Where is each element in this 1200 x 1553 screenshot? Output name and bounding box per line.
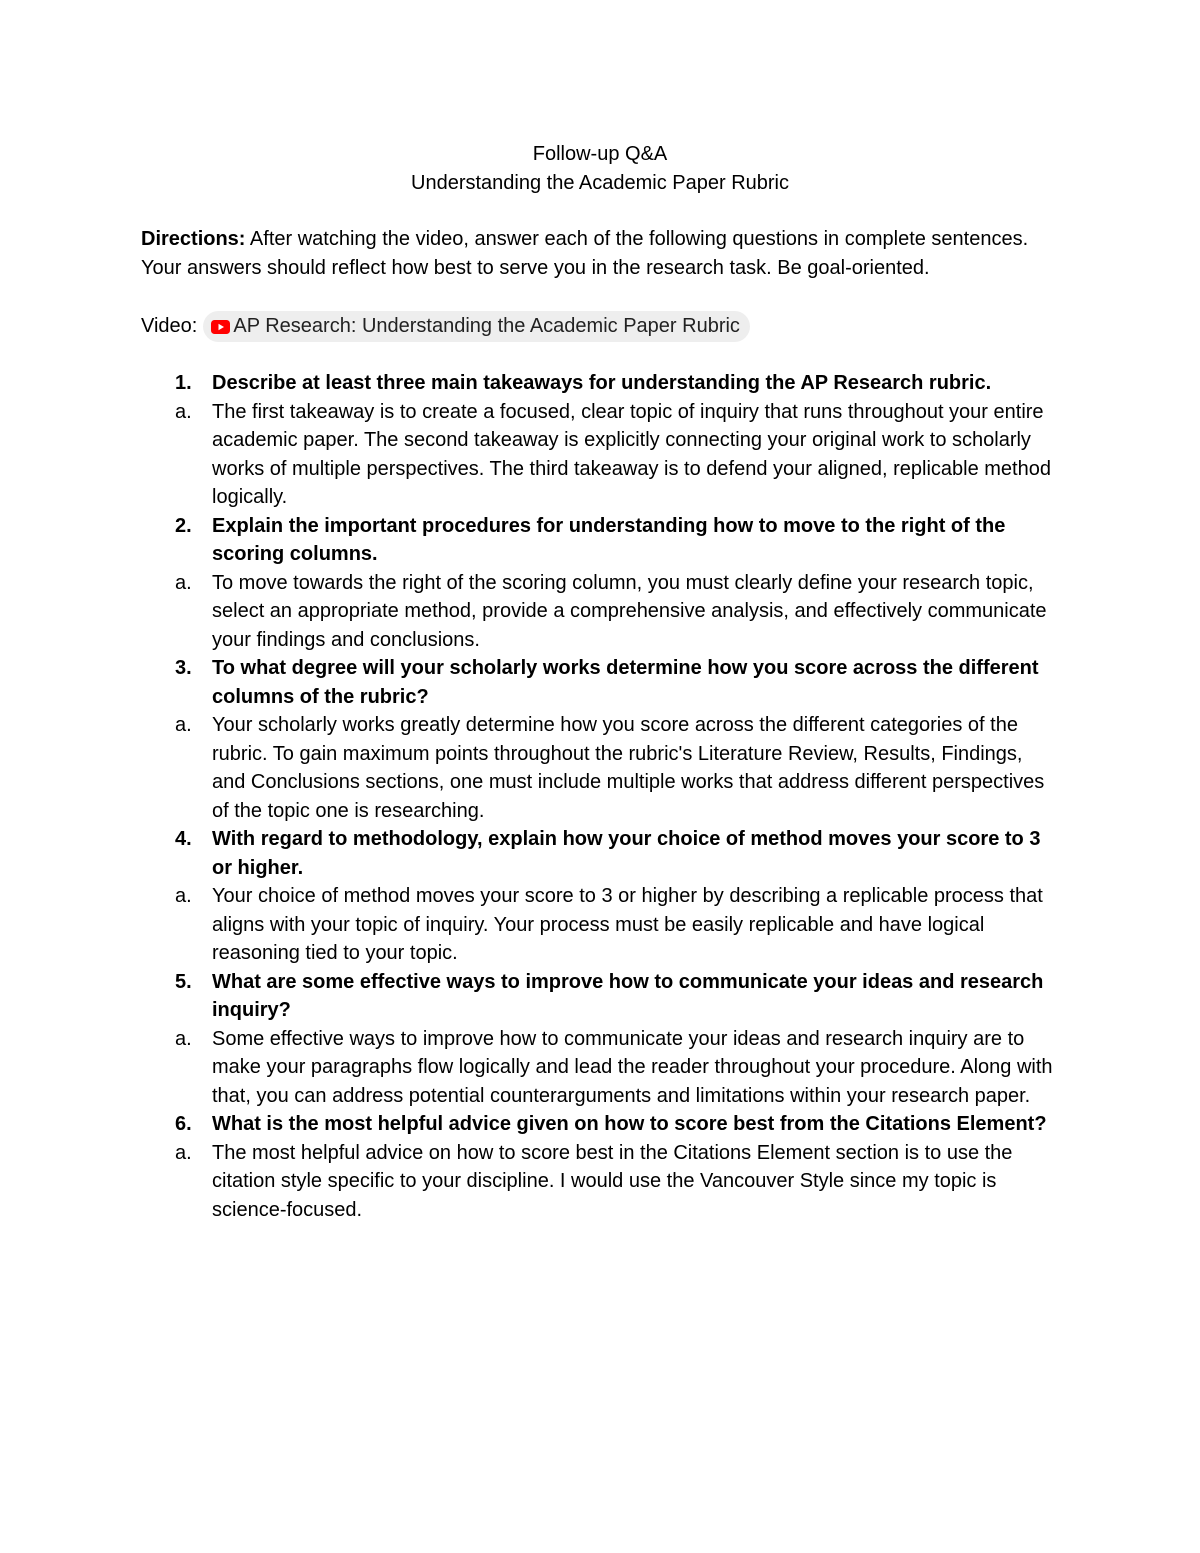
document-body: [141, 140, 1061, 1224]
answer-text: Your choice of method moves your score to 3 or higher by describing a replicable process that aligns with your topic of inquiry. Your process must be easily replicable and have logical reasoning tied to your topic.: [212, 885, 1043, 964]
question-text: Describe at least three main takeaways for understanding the AP Research rubric.: [212, 372, 992, 394]
question: [141, 825, 1061, 882]
question-text: What are some effective ways to improve how to communicate your ideas and research inquiry?: [212, 970, 1044, 1021]
page-title: Follow-up Q&A: [532, 143, 668, 165]
question: [141, 369, 1061, 398]
directions-text: After watching the video, answer each of the following questions in complete sentences. Your answers should reflect how best to serve you in the research task. Be goal-oriented.: [141, 228, 1029, 279]
question-text: With regard to methodology, explain how your choice of method moves your score to 3 or higher.: [212, 828, 1041, 879]
video-link-text[interactable]: AP Research: Understanding the Academic Paper Rubric: [233, 315, 740, 337]
question-number: 6.: [175, 1113, 192, 1135]
answer-letter: a.: [175, 571, 192, 594]
answer: [141, 882, 1061, 968]
directions-label: Directions:: [141, 228, 246, 250]
answer: [141, 711, 1061, 825]
question: [141, 512, 1061, 569]
directions-paragraph: [141, 225, 1061, 282]
question-number: 1.: [175, 372, 192, 394]
answer-text: Your scholarly works greatly determine how you score across the different categories of the rubric. To gain maximum points throughout the rubric's Literature Review, Results, Findings, and Conclusions sections, one must include multiple works that address different perspectives of the topic one is researching.: [212, 714, 1045, 822]
answer: [141, 1025, 1061, 1111]
question-item: [141, 512, 1061, 655]
question-number: 2.: [175, 514, 192, 537]
question-number: 4.: [175, 828, 192, 850]
question-number: 3.: [175, 657, 192, 679]
answer-letter: a.: [175, 714, 192, 736]
answer-text: The first takeaway is to create a focused, clear topic of inquiry that runs throughout your entire academic paper. The second takeaway is explicitly connecting your original work to scholarly works of multiple perspectives. The third takeaway is to defend your aligned, replicable method logically.: [212, 400, 1051, 508]
question-list: [141, 369, 1061, 1224]
answer: [141, 569, 1061, 655]
answer: [141, 1139, 1061, 1225]
youtube-icon: [211, 320, 230, 334]
video-label: Video:: [141, 315, 198, 337]
question-item: [141, 1110, 1061, 1224]
answer-letter: a.: [175, 1141, 192, 1164]
question-item: [141, 825, 1061, 968]
answer-letter: a.: [175, 400, 192, 423]
answer: [141, 398, 1061, 512]
answer-letter: a.: [175, 1027, 192, 1050]
question: [141, 968, 1061, 1025]
question: [141, 654, 1061, 711]
answer-text: The most helpful advice on how to score best in the Citations Element section is to use the citation style specific to your discipline. I would use the Vancouver Style since my topic is science-focused.: [212, 1141, 1013, 1221]
page-subtitle: Understanding the Academic Paper Rubric: [411, 172, 789, 194]
question-item: [141, 654, 1061, 825]
question-text: To what degree will your scholarly works determine how you score across the different columns of the rubric?: [212, 657, 1039, 708]
question-item: [141, 369, 1061, 512]
question-item: [141, 968, 1061, 1111]
answer-text: Some effective ways to improve how to communicate your ideas and research inquiry are to make your paragraphs flow logically and lead the reader throughout your procedure. Along with that, you can address potential counterarguments and limitations within your research paper.: [212, 1027, 1053, 1107]
answer-text: To move towards the right of the scoring column, you must clearly define your research topic, select an appropriate method, provide a comprehensive analysis, and effectively communicate your findings and conclusions.: [212, 571, 1047, 651]
answer-letter: a.: [175, 885, 192, 907]
question-number: 5.: [175, 970, 192, 993]
question: [141, 1110, 1061, 1139]
question-text: What is the most helpful advice given on how to score best from the Citations Element?: [212, 1113, 1047, 1135]
video-link-chip[interactable]: [203, 311, 750, 342]
video-line: [141, 311, 1061, 342]
question-text: Explain the important procedures for understanding how to move to the right of the scoring columns.: [212, 514, 1006, 565]
